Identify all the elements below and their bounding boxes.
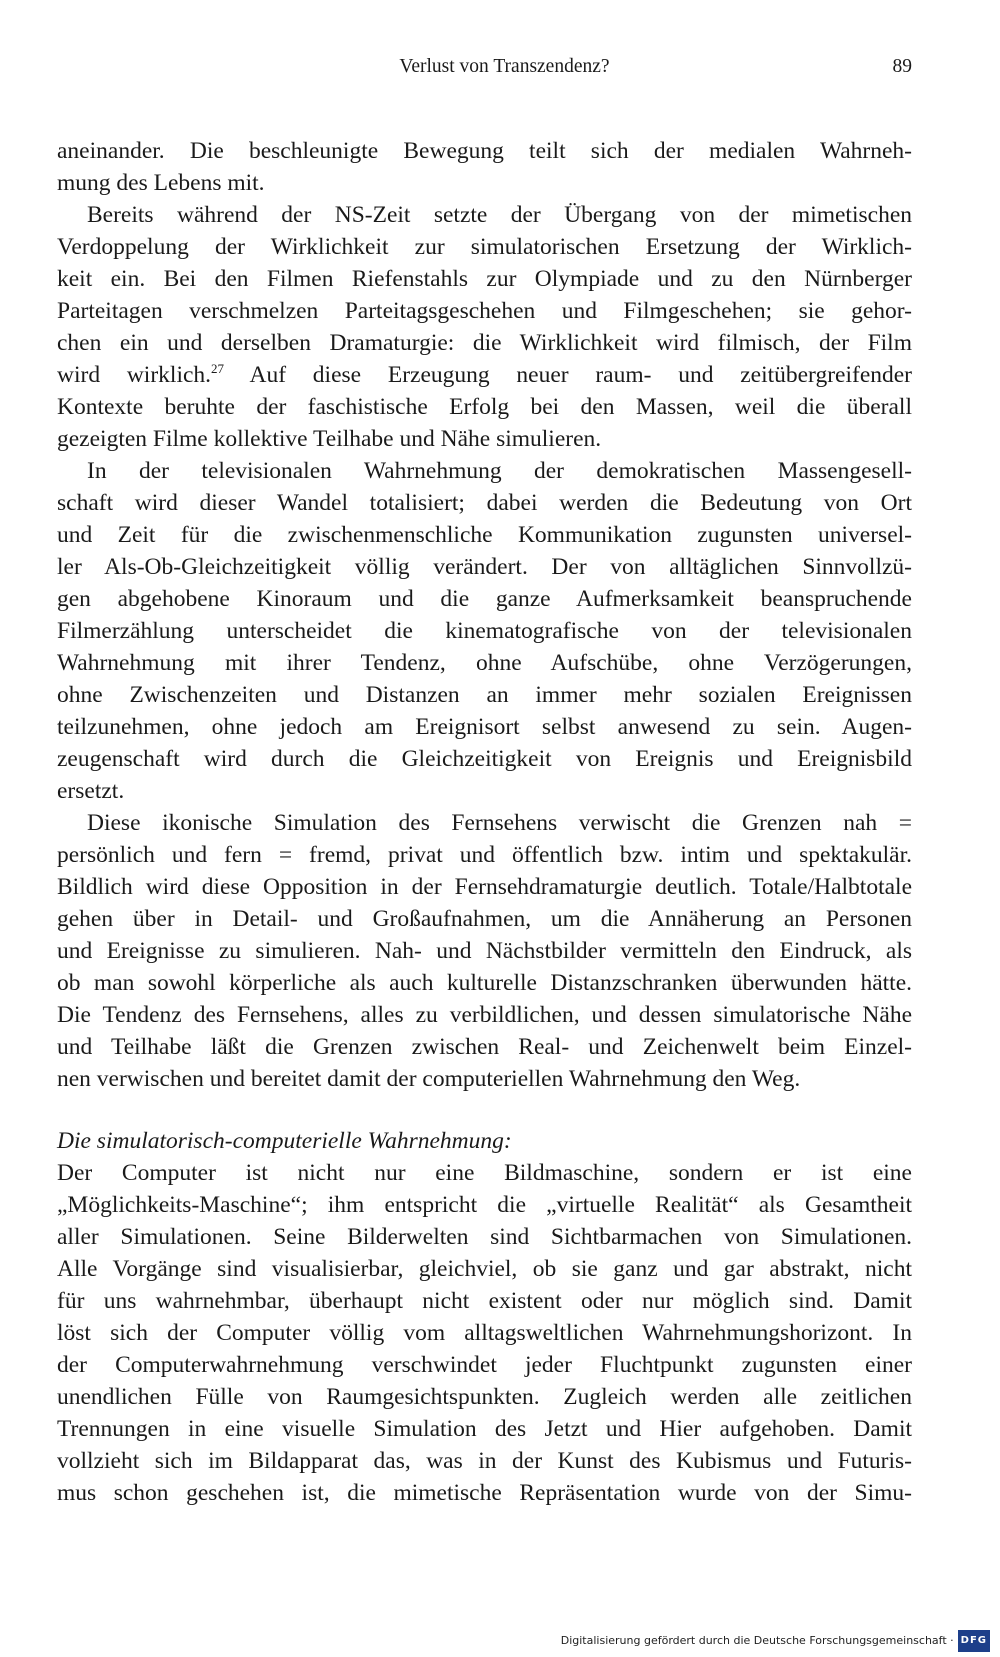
running-title: Verlust von Transzendenz? <box>399 56 610 77</box>
dfg-logo: DFG <box>958 1630 990 1652</box>
page-number: 89 <box>892 56 912 77</box>
text-line: aneinander. Die beschleunigte Bewegung teilt sich der medialen Wahrneh- <box>57 138 912 164</box>
text-line-continuation: Auf diese Erzeugung neuer raum- und zeitübergreifender <box>224 362 913 388</box>
text-line: teilzunehmen, ohne jedoch am Ereignisort selbst anwesend zu sein. Augen- <box>57 714 912 740</box>
text-line: ob man sowohl körperliche als auch kulturelle Distanzschranken überwunden hätte. <box>57 970 912 996</box>
text-line: mus schon geschehen ist, die mimetische Repräsentation wurde von der Simu- <box>57 1480 912 1506</box>
text-line: Kontexte beruhte der faschistische Erfolg bei den Massen, weil die überall <box>57 394 912 420</box>
text-line: für uns wahrnehmbar, überhaupt nicht existent oder nur möglich sind. Damit <box>57 1288 912 1314</box>
text-line: nen verwischen und bereitet damit der computeriellen Wahrnehmung den Weg. <box>57 1066 801 1092</box>
text-line: ler Als-Ob-Gleichzeitigkeit völlig verändert. Der von alltäglichen Sinnvollzü- <box>57 554 912 580</box>
text-line: aller Simulationen. Seine Bilderwelten sind Sichtbarmachen von Simulationen. <box>57 1224 912 1250</box>
text-line: löst sich der Computer völlig vom alltagsweltlichen Wahrnehmungshorizont. In <box>57 1320 912 1346</box>
text-line: persönlich und fern = fremd, privat und öffentlich bzw. intim und spektakulär. <box>57 842 912 868</box>
text-line: Verdoppelung der Wirklichkeit zur simulatorischen Ersetzung der Wirklich- <box>57 234 912 260</box>
text-line: vollzieht sich im Bildapparat das, was in der Kunst des Kubismus und Futuris- <box>57 1448 912 1474</box>
text-line: Parteitagen verschmelzen Parteitagsgeschehen und Filmgeschehen; sie gehor- <box>57 298 912 324</box>
text-line: „Möglichkeits-Maschine“; ihm entspricht die „virtuelle Realität“ als Gesamtheit <box>57 1192 912 1218</box>
running-header <box>57 56 912 86</box>
text-line-start: wird wirklich. <box>57 362 212 388</box>
text-line: Bildlich wird diese Opposition in der Fernsehdramaturgie deutlich. Totale/Halbtotale <box>57 874 912 900</box>
text-line: der Computerwahrnehmung verschwindet jeder Fluchtpunkt zugunsten einer <box>57 1352 912 1378</box>
text-line: In der televisionalen Wahrnehmung der demokratischen Massengesell- <box>87 458 912 484</box>
text-line: Die Tendenz des Fernsehens, alles zu verbildlichen, und dessen simulatorische Nähe <box>57 1002 912 1028</box>
text-line: mung des Lebens mit. <box>57 170 265 196</box>
digitization-footer <box>561 1631 990 1651</box>
text-line: gezeigten Filme kollektive Teilhabe und Nähe simulieren. <box>57 426 602 452</box>
text-line: keit ein. Bei den Filmen Riefenstahls zur Olympiade und zu den Nürnberger <box>57 266 912 292</box>
text-line: und Zeit für die zwischenmenschliche Kommunikation zugunsten universel- <box>57 522 912 548</box>
text-line: Bereits während der NS-Zeit setzte der Übergang von der mimetischen <box>87 202 912 228</box>
text-line: Alle Vorgänge sind visualisierbar, gleichviel, ob sie ganz und gar abstrakt, nicht <box>57 1256 912 1282</box>
footnote-marker: 27 <box>211 361 225 376</box>
text-line: schaft wird dieser Wandel totalisiert; dabei werden die Bedeutung von Ort <box>57 490 912 516</box>
text-line: ersetzt. <box>57 778 125 804</box>
text-line: Der Computer ist nicht nur eine Bildmaschine, sondern er ist eine <box>57 1160 912 1186</box>
text-line: Diese ikonische Simulation des Fernsehens verwischt die Grenzen nah = <box>87 810 912 836</box>
text-line: gehen über in Detail- und Großaufnahmen, um die Annäherung an Personen <box>57 906 912 932</box>
footer-text: Digitalisierung gefördert durch die Deutsche Forschungsgemeinschaft · <box>560 1634 954 1647</box>
text-line: zeugenschaft wird durch die Gleichzeitigkeit von Ereignis und Ereignisbild <box>57 746 912 772</box>
text-line: Filmerzählung unterscheidet die kinematografische von der televisionalen <box>57 618 912 644</box>
text-line: unendlichen Fülle von Raumgesichtspunkten. Zugleich werden alle zeitlichen <box>57 1384 912 1410</box>
text-line: und Teilhabe läßt die Grenzen zwischen Real- und Zeichenwelt beim Einzel- <box>57 1034 912 1060</box>
text-line: Trennungen in eine visuelle Simulation des Jetzt und Hier aufgehoben. Damit <box>57 1416 912 1442</box>
section-heading: Die simulatorisch-computerielle Wahrnehmung: <box>57 1128 512 1154</box>
text-line: ohne Zwischenzeiten und Distanzen an immer mehr sozialen Ereignissen <box>57 682 912 708</box>
text-line: gen abgehobene Kinoraum und die ganze Aufmerksamkeit beanspruchende <box>57 586 912 612</box>
text-line-with-footnote <box>57 359 912 391</box>
text-line: und Ereignisse zu simulieren. Nah- und Nächstbilder vermitteln den Eindruck, als <box>57 938 912 964</box>
text-line: Wahrnehmung mit ihrer Tendenz, ohne Aufschübe, ohne Verzögerungen, <box>57 650 912 676</box>
text-line: chen ein und derselben Dramaturgie: die Wirklichkeit wird filmisch, der Film <box>57 330 912 356</box>
